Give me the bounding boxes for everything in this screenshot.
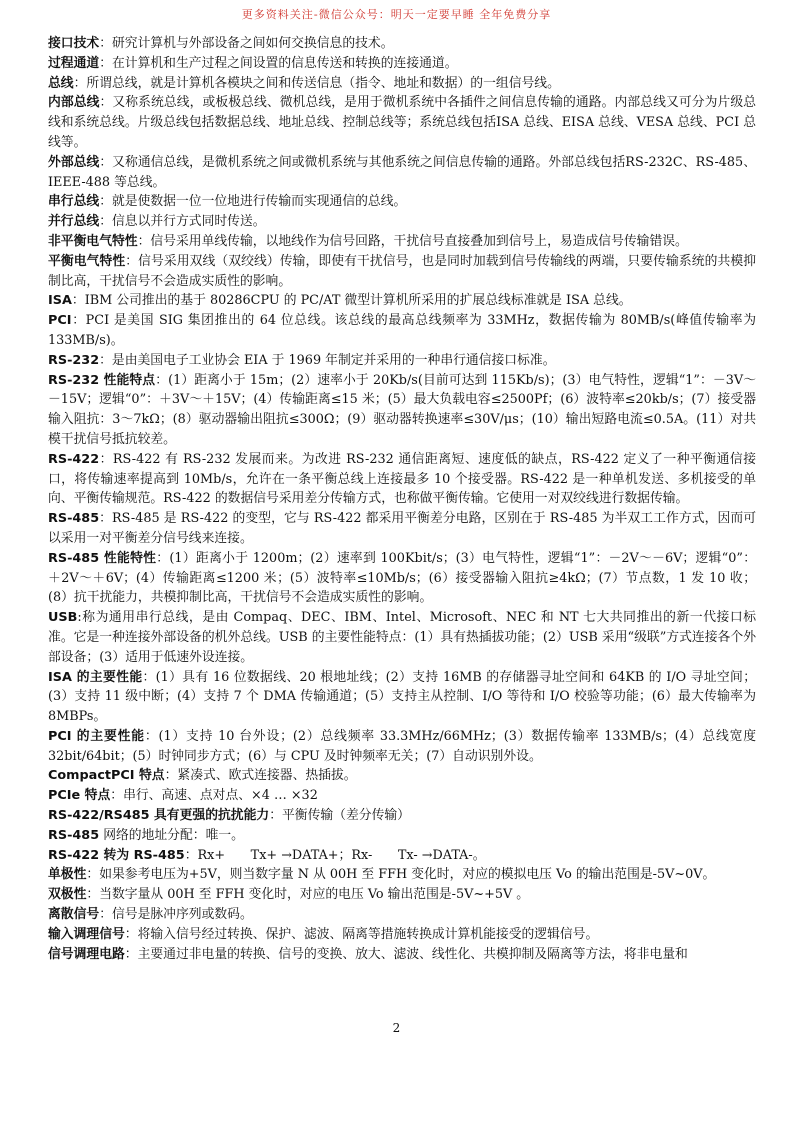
term-separator: ： <box>71 313 86 329</box>
term-label: PCI <box>48 313 72 329</box>
definition-text: 在计算机和生产过程之间设置的信息传送和转换的连接通道。 <box>111 55 458 71</box>
term-label: ISA <box>48 293 72 309</box>
term-separator: ： <box>99 451 113 467</box>
term-separator: ： <box>71 293 85 309</box>
paragraph <box>48 311 756 351</box>
definition-text: 串行、高速、点对点、×4 … ×32 <box>123 788 318 804</box>
paragraph <box>48 192 756 212</box>
paragraph <box>48 212 756 232</box>
term-label: RS-422/RS485 具有更强的抗扰能力 <box>48 808 270 824</box>
term-label: 过程通道 <box>48 55 100 71</box>
term-separator: ： <box>125 253 139 269</box>
term-separator: ： <box>155 372 169 388</box>
definition-text: (1）具有 16 位数据线、20 根地址线；(2）支持 16MB 的存储器寻址空间和 64KB 的 I/O 寻址空间；(3）支持 11 级中断；(4）支持 7 个 DMA 传输通道；(5）支持主从控制、I/O 等待和 I/O 校验等功能；(6）最大传输率为 8MBPs。 <box>48 669 757 725</box>
definition-text: 将输入信号经过转换、保护、滤波、隔离等措施转换成计算机能接受的逻辑信号。 <box>137 926 599 942</box>
term-separator: ： <box>99 36 112 51</box>
paragraph <box>48 371 756 450</box>
term-label: 接口技术 <box>48 36 100 51</box>
term-label: 并行总线 <box>48 214 100 230</box>
document-body <box>48 34 756 964</box>
definition-text: PCI 是美国 SIG 集团推出的 64 位总线。该总线的最高总线频率为 33MHz，数据传输为 80MB/s(峰值传输率为 133MB/s)。 <box>48 313 757 348</box>
term-label: PCI 的主要性能 <box>48 728 145 744</box>
definition-text: 信息以并行方式同时传送。 <box>111 214 266 230</box>
definition-text: RS-422 有 RS-232 发展而来。为改进 RS-232 通信距离短、速度低的缺点，RS-422 定义了一种平衡通信接口，将传输速率提高到 10Mb/s，允许在一条平衡总线上连接最多 10 个接受器。RS-422 是一种单机发送、多机接受的单向、平衡传输规范。RS-422 的数据信号采用差分传输方式，也称做平衡传输。它使用一对双绞线进行数据传输。 <box>48 451 757 507</box>
paragraph <box>48 668 756 727</box>
paragraph <box>48 846 756 866</box>
paragraph <box>48 34 756 54</box>
paragraph <box>48 549 756 608</box>
term-label: 双极性 <box>48 887 87 903</box>
paragraph <box>48 232 756 252</box>
term-label: 外部总线 <box>48 154 100 170</box>
term-label: RS-485 <box>48 827 100 843</box>
term-label: 单极性 <box>48 867 87 883</box>
term-separator: ： <box>99 55 112 71</box>
term-label: CompactPCI 特点 <box>48 768 165 784</box>
definition-text: (1）距离小于 15m；(2）速率小于 20Kb/s(目前可达到 115Kb/s)；(3）电气特性，逻辑“1”：－3V～－15V；逻辑“0”：＋3V～＋15V；(4）传输距离≤15 米；(5）最大负载电容≤2500Pf；(6）波特率≤20kb/s；(7）接受器输入阻抗：3～7kΩ；(8）驱动器输出阻抗≤300Ω；(9）驱动器转换速率≤30V/μs；(10）输出短路电流≤0.5A。(11）对共模干扰信号抵抗较差。 <box>48 372 756 447</box>
paragraph <box>48 93 756 152</box>
term-separator: ： <box>144 728 159 744</box>
term-separator: ： <box>124 946 138 962</box>
definition-text: 就是使数据一位一位地进行传输而实现通信的总线。 <box>111 194 407 210</box>
term-separator: ： <box>99 214 112 230</box>
term-separator: ： <box>73 75 87 91</box>
definition-text: 当数字量从 00H 至 FFH 变化时，对应的电压 Vo 输出范围是-5V~+5V 。 <box>99 887 530 903</box>
term-label: RS-485 <box>48 511 100 527</box>
definition-text: (1）距离小于 1200m；(2）速率到 100Kbit/s；(3）电气特性，逻辑“1”：－2V～－6V；逻辑“0”：＋2V～＋6V；(4）传输距离≤1200 米；(5）波特率≤10Mb/s；(6）接受器输入阻抗≥4kΩ；(7）节点数，1 发 10 收；(8）抗干扰能力，共模抑制比高，干扰信号不会造成实质性的影响。 <box>48 550 756 606</box>
term-separator: ： <box>164 768 178 784</box>
term-label: RS-422 转为 RS-485 <box>48 847 185 863</box>
term-label: 总线 <box>48 75 74 91</box>
paragraph <box>48 766 756 786</box>
term-separator: ： <box>142 669 156 685</box>
paragraph <box>48 865 756 885</box>
definition-text: 主要通过非电量的转换、信号的变换、放大、滤波、线性化、共模抑制及隔离等方法，将非电量和 <box>137 946 688 962</box>
term-label: 离散信号 <box>48 907 100 923</box>
term-separator: : <box>77 610 82 626</box>
paragraph <box>48 786 756 806</box>
term-separator: ： <box>99 95 113 111</box>
term-label: RS-422 <box>48 451 100 467</box>
term-separator: ： <box>184 847 198 863</box>
term-separator: ： <box>110 788 124 804</box>
paragraph <box>48 905 756 925</box>
term-label: 非平衡电气特性 <box>48 233 138 249</box>
definition-text: 信号采用单线传输，以地线作为信号回路，干扰信号直接叠加到信号上，易造成信号传输错误。 <box>150 233 688 249</box>
paragraph <box>48 509 756 549</box>
term-separator: ： <box>99 511 113 527</box>
definition-text: 信号采用双线（双绞线）传输，即使有干扰信号，也是同时加载到信号传输线的两端，只要传输系统的共模抑制比高，干扰信号不会造成实质性的影响。 <box>48 253 757 289</box>
paragraph <box>48 74 756 94</box>
term-separator: ： <box>99 194 112 210</box>
paragraph <box>48 608 756 667</box>
definition-text: (1）支持 10 台外设；(2）总线频率 33.3MHz/66MHz；(3）数据传输率 133MB/s；(4）总线宽度 32bit/64bit；(5）时钟同步方式；(6）与 CPU 及时钟频率无关；(7）自动识别外设。 <box>48 728 756 764</box>
definition-text: 又称通信总线，是微机系统之间或微机系统与其他系统之间信息传输的通路。外部总线包括RS-232C、RS-485、IEEE-488 等总线。 <box>48 154 757 190</box>
paragraph <box>48 54 756 74</box>
definition-text: IBM 公司推出的基于 80286CPU 的 PC/AT 微型计算机所采用的扩展总线标准就是 ISA 总线。 <box>84 293 632 309</box>
term-separator: ： <box>99 154 113 170</box>
paragraph <box>48 153 756 193</box>
term-label: 平衡电气特性 <box>48 253 126 269</box>
paragraph <box>48 945 756 965</box>
paragraph <box>48 925 756 945</box>
paragraph <box>48 450 756 509</box>
paragraph <box>48 826 756 846</box>
term-separator: ： <box>124 926 138 942</box>
paragraph <box>48 806 756 826</box>
definition-text: Rx+ Tx+ →DATA+；Rx- Tx- →DATA-。 <box>197 847 486 863</box>
definition-text: 研究计算机与外部设备之间如何交换信息的技术。 <box>111 36 394 51</box>
paragraph <box>48 291 756 311</box>
term-label: 内部总线 <box>48 95 100 111</box>
definition-text: 平衡传输（差分传输） <box>281 808 410 824</box>
term-separator: ： <box>269 808 282 824</box>
term-label: RS-232 性能特点 <box>48 372 156 388</box>
paragraph <box>48 885 756 905</box>
definition-text: 如果参考电压为+5V，则当数字量 N 从 00H 至 FFH 变化时，对应的模拟电压 Vo 的输出范围是-5V~0V。 <box>99 867 716 883</box>
term-label: 信号调理电路 <box>48 946 125 962</box>
term-label: RS-232 <box>48 352 100 368</box>
definition-text: 称为通用串行总线，是由 Compaq、DEC、IBM、Intel、Microsoft、NEC 和 NT 七大共同推出的新一代接口标准。它是一种连接外部设备的机外总线。USB 的主要性能特点：(1）具有热插拔功能；(2）USB 采用“级联”方式连接各个外部设备；(3）适用于低速外设连接。 <box>48 610 756 665</box>
term-label: PCIe 特点 <box>48 788 111 804</box>
term-separator: ： <box>99 907 112 923</box>
definition-text: 所谓总线，就是计算机各模块之间和传送信息（指令、地址和数据）的一组信号线。 <box>86 75 560 91</box>
term-label: ISA 的主要性能 <box>48 669 143 685</box>
term-separator: ： <box>156 550 170 566</box>
paragraph <box>48 727 756 767</box>
term-label: 输入调理信号 <box>48 926 125 942</box>
definition-text: RS-485 是 RS-422 的变型，它与 RS-422 都采用平衡差分电路，区别在于 RS-485 为半双工工作方式，因而可以采用一对平衡差分信号线来连接。 <box>48 511 756 546</box>
term-separator: ： <box>86 887 100 903</box>
page-number: 2 <box>392 1021 401 1035</box>
definition-text: 信号是脉冲序列或数码。 <box>111 907 253 923</box>
term-separator: ： <box>99 352 112 368</box>
paragraph <box>48 252 756 292</box>
term-label: 串行总线 <box>48 194 100 210</box>
term-separator: ： <box>137 233 151 249</box>
definition-text: 紧凑式、欧式连接器、热插拔。 <box>177 768 357 784</box>
term-label: RS-485 性能特性 <box>48 550 157 566</box>
paragraph <box>48 351 756 371</box>
term-separator: ： <box>86 867 100 883</box>
definition-text: 网络的地址分配：唯一。 <box>103 827 244 843</box>
header-banner: 更多资料关注-微信公众号：明天一定要早睡 全年免费分享 <box>241 8 552 21</box>
definition-text: 又称系统总线，或板极总线、微机总线，是用于微机系统中各插件之间信息传输的通路。内部总线又可分为片级总线和系统总线。片级总线包括数据总线、地址总线、控制总线等；系统总线包括ISA 总线、EISA 总线、VESA 总线、PCI 总线等。 <box>48 95 757 150</box>
definition-text: 是由美国电子工业协会 EIA 于 1969 年制定并采用的一种串行通信接口标准。 <box>111 352 556 368</box>
term-label: USB <box>48 610 78 626</box>
